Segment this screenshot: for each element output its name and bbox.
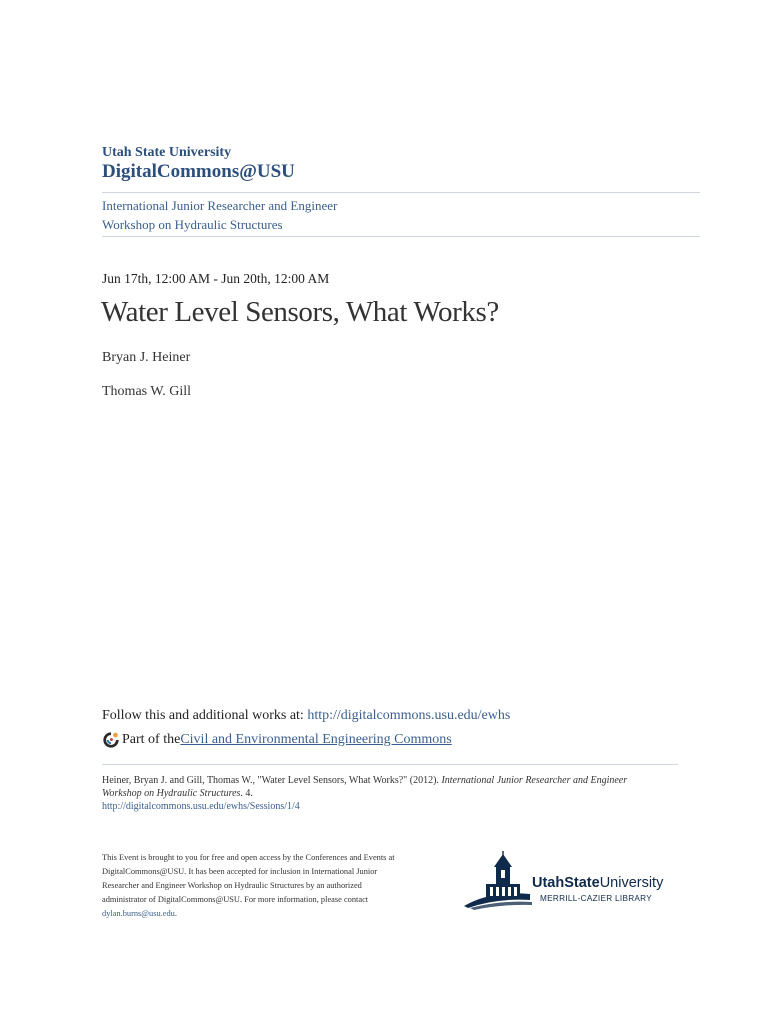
access-notice [102, 851, 402, 921]
logo-name-bold: UtahState [532, 875, 600, 891]
notice-end: . [174, 909, 177, 918]
citation-journal: International Junior Researcher and Engineer Workshop on Hydraulic Structures [102, 775, 628, 799]
logo-wordmark [532, 875, 663, 891]
follow-url-link[interactable]: http://digitalcommons.usu.edu/ewhs [307, 708, 511, 723]
university-name[interactable]: Utah State University [102, 145, 232, 160]
follow-label: Follow this and additional works at: [102, 708, 308, 723]
author-name: Bryan J. Heiner [102, 350, 191, 365]
bepress-commons-icon [102, 731, 120, 749]
recommended-citation [102, 774, 662, 813]
contact-email-link[interactable]: dylan.burns@usu.edu [102, 909, 175, 918]
repository-name[interactable]: DigitalCommons@USU [102, 161, 295, 182]
divider [102, 764, 678, 765]
part-of-label: Part of the [122, 732, 181, 747]
notice-text: This Event is brought to you for free and open access by the Conferences and Events at DigitalCommons@USU. It has been accepted for inclusion in International Junior Researcher and Engineer Workshop on Hydraulic Structures by an authorized administrator of DigitalCommons@USU. For more information, please contact [102, 853, 395, 904]
event-title: Water Level Sensors, What Works? [101, 296, 499, 328]
author-name: Thomas W. Gill [102, 384, 192, 399]
commons-link[interactable]: Civil and Environmental Engineering Commons [180, 732, 452, 747]
follow-line [102, 708, 510, 724]
citation-suffix: . 4. [240, 788, 253, 799]
citation-url-link[interactable]: http://digitalcommons.usu.edu/ewhs/Sessions/1/4 [102, 801, 300, 812]
logo-name-rest: University [599, 875, 664, 891]
citation-text: Heiner, Bryan J. and Gill, Thomas W., "Water Level Sensors, What Works?" (2012). [102, 775, 442, 786]
collection-link-line1[interactable]: International Junior Researcher and Engineer [102, 198, 338, 213]
divider [102, 236, 700, 237]
divider [102, 192, 700, 193]
logo-subtitle: MERRILL-CAZIER LIBRARY [540, 894, 653, 903]
collection-link-line2[interactable]: Workshop on Hydraulic Structures [102, 217, 283, 232]
event-date: Jun 17th, 12:00 AM - Jun 20th, 12:00 AM [102, 271, 330, 286]
part-of-line [102, 731, 452, 749]
